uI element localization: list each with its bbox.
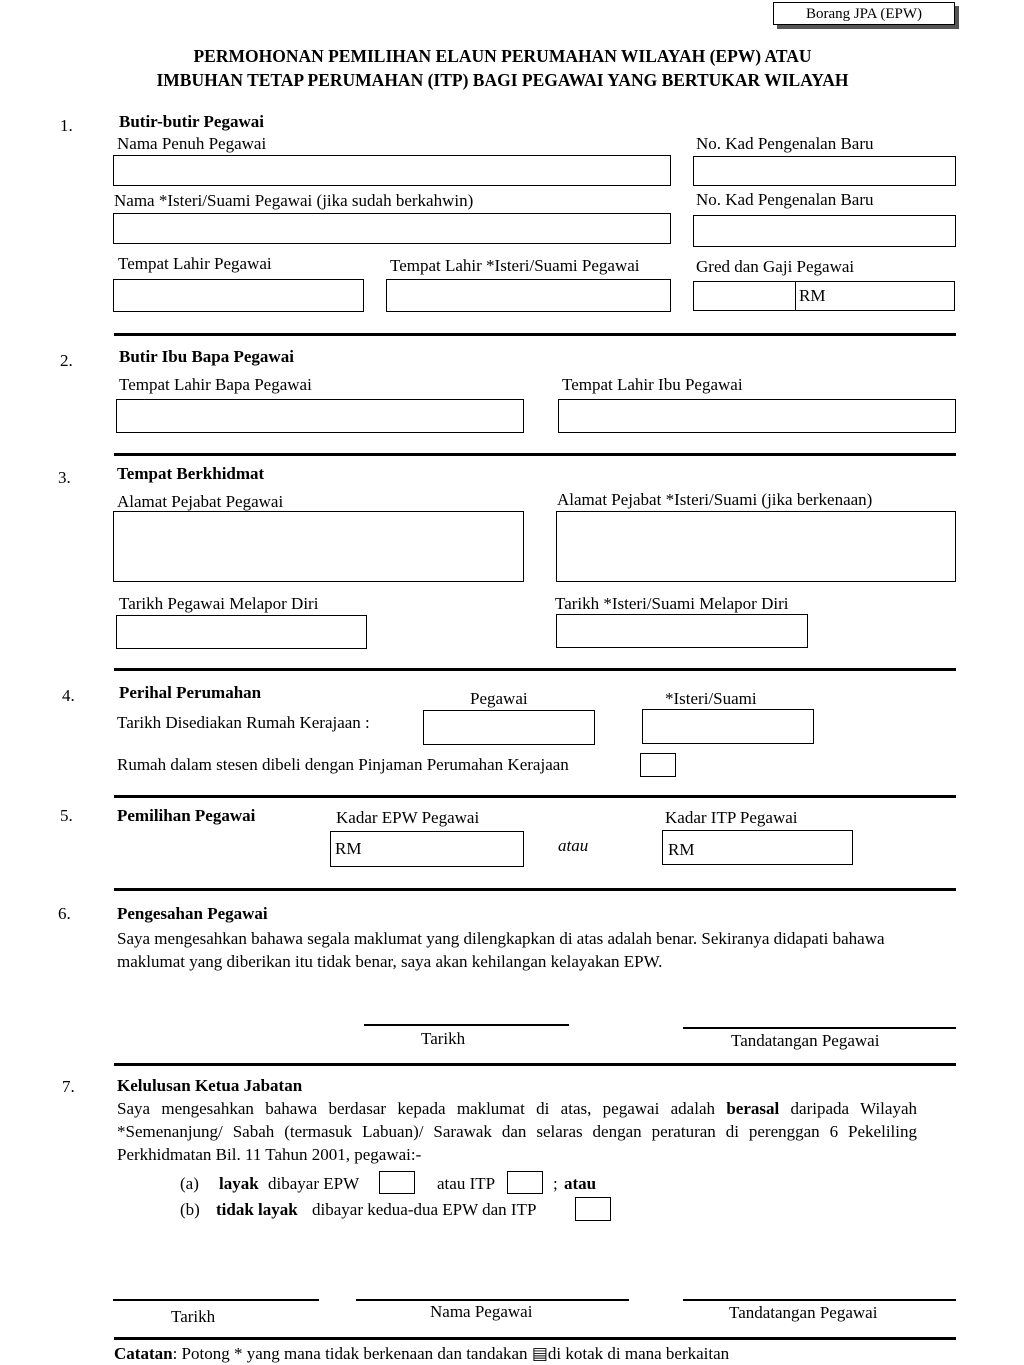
rumah-dibeli-checkbox[interactable] bbox=[640, 753, 676, 777]
tick-box-icon: ▤ bbox=[531, 1344, 548, 1363]
nama-penuh-label: Nama Penuh Pegawai bbox=[117, 134, 267, 153]
ic-baru-label-2: No. Kad Pengenalan Baru bbox=[696, 190, 874, 209]
tempat-lahir-bapa-field[interactable] bbox=[116, 399, 524, 433]
nama-line-7 bbox=[356, 1299, 629, 1301]
rumah-dibeli-label: Rumah dalam stesen dibeli dengan Pinjaman Perumahan Kerajaan bbox=[117, 755, 569, 774]
col-pasangan-label: *Isteri/Suami bbox=[665, 689, 757, 708]
section-4-heading: Perihal Perumahan bbox=[119, 683, 262, 702]
pengesahan-text: Saya mengesahkan bahawa segala maklumat yang dilengkapkan di atas adalah benar. Sekiranya didapati bahawa maklumat yang diberikan itu tidak benar, saya akan kehilangan kelayakan EPW. bbox=[117, 929, 885, 971]
tempat-lahir-bapa-label: Tempat Lahir Bapa Pegawai bbox=[119, 375, 312, 394]
form-code-box bbox=[773, 2, 955, 25]
tempat-lahir-ibu-field[interactable] bbox=[558, 399, 956, 433]
nama-pasangan-label: Nama *Isteri/Suami Pegawai (jika sudah berkahwin) bbox=[114, 191, 474, 210]
tempat-lahir-pasangan-field[interactable] bbox=[386, 279, 671, 312]
tandatangan-line-6 bbox=[683, 1027, 956, 1029]
section-3-heading: Tempat Berkhidmat bbox=[117, 464, 265, 483]
tandatangan-line-7 bbox=[683, 1299, 956, 1301]
col-pegawai-label: Pegawai bbox=[470, 689, 528, 708]
divider-7 bbox=[114, 1337, 956, 1340]
option-a-atau: atau bbox=[564, 1174, 597, 1193]
atau-label: atau bbox=[558, 836, 589, 855]
tempat-lahir-ibu-label: Tempat Lahir Ibu Pegawai bbox=[562, 375, 743, 394]
tarikh-pasangan-lapor-field[interactable] bbox=[556, 614, 808, 648]
section-4-number: 4. bbox=[62, 686, 75, 705]
catatan-text-2: di kotak di mana berkaitan bbox=[547, 1344, 730, 1363]
option-a-semicolon: ; bbox=[553, 1174, 558, 1193]
kadar-itp-field[interactable] bbox=[662, 830, 853, 865]
tandatangan-label-7: Tandatangan Pegawai bbox=[729, 1303, 878, 1322]
ic-baru-field-1[interactable] bbox=[693, 156, 956, 186]
ic-baru-label-1: No. Kad Pengenalan Baru bbox=[696, 134, 874, 153]
gred-gaji-label: Gred dan Gaji Pegawai bbox=[696, 257, 855, 276]
divider-5 bbox=[114, 888, 956, 891]
kadar-itp-rm: RM bbox=[668, 840, 695, 859]
tarikh-rumah-pasangan-field[interactable] bbox=[642, 709, 814, 744]
divider-3 bbox=[114, 668, 956, 671]
kelulusan-text-bold: berasal bbox=[726, 1099, 780, 1118]
alamat-pegawai-label: Alamat Pejabat Pegawai bbox=[117, 492, 284, 511]
form-code: Borang JPA (EPW) bbox=[805, 6, 923, 22]
nama-pasangan-field[interactable] bbox=[113, 213, 671, 244]
kadar-epw-label: Kadar EPW Pegawai bbox=[336, 808, 480, 827]
section-7-number: 7. bbox=[62, 1077, 75, 1096]
kadar-epw-rm: RM bbox=[335, 839, 362, 858]
option-b-bold: tidak layak bbox=[216, 1200, 298, 1219]
tarikh-line-6 bbox=[364, 1024, 569, 1026]
option-a-epw-checkbox[interactable] bbox=[379, 1171, 415, 1194]
divider-6 bbox=[114, 1063, 956, 1066]
tarikh-pasangan-lapor-label: Tarikh *Isteri/Suami Melapor Diri bbox=[555, 594, 789, 613]
section-2-heading: Butir Ibu Bapa Pegawai bbox=[119, 347, 294, 366]
kelulusan-text bbox=[117, 1097, 917, 1166]
gaji-field[interactable] bbox=[795, 281, 955, 311]
kelulusan-text-before: Saya mengesahkan bahawa berdasar kepada maklumat di atas, pegawai adalah bbox=[117, 1099, 727, 1118]
nama-label-7: Nama Pegawai bbox=[430, 1302, 533, 1321]
tempat-lahir-pasangan-label: Tempat Lahir *Isteri/Suami Pegawai bbox=[390, 256, 640, 275]
section-1-number: 1. bbox=[60, 116, 73, 135]
kadar-itp-label: Kadar ITP Pegawai bbox=[665, 808, 798, 827]
alamat-pegawai-field[interactable] bbox=[113, 511, 524, 582]
section-3-number: 3. bbox=[58, 468, 71, 487]
section-5-heading: Pemilihan Pegawai bbox=[117, 806, 256, 825]
option-b-checkbox[interactable] bbox=[575, 1197, 611, 1221]
tempat-lahir-pegawai-label: Tempat Lahir Pegawai bbox=[118, 254, 272, 273]
option-a-atau-itp: atau ITP bbox=[437, 1174, 496, 1193]
tandatangan-label-6: Tandatangan Pegawai bbox=[731, 1031, 880, 1050]
section-5-number: 5. bbox=[60, 806, 73, 825]
divider-2 bbox=[114, 453, 956, 456]
tarikh-rumah-pegawai-field[interactable] bbox=[423, 710, 595, 745]
option-a-text: dibayar EPW bbox=[268, 1174, 360, 1193]
kelulusan-text-after: daripada Wilayah *Semenanjung/ Sabah (termasuk Labuan)/ Sarawak dan selaras dengan peraturan di perenggan 6 Pekeliling Perkhidmatan Bil. 11 Tahun 2001, pegawai:- bbox=[117, 1099, 917, 1164]
kadar-epw-field[interactable] bbox=[330, 831, 524, 867]
tarikh-label-6: Tarikh bbox=[421, 1029, 466, 1048]
section-1-heading: Butir-butir Pegawai bbox=[119, 112, 264, 131]
alamat-pasangan-label: Alamat Pejabat *Isteri/Suami (jika berkenaan) bbox=[557, 490, 873, 509]
catatan-text: : Potong * yang mana tidak berkenaan dan tandakan bbox=[172, 1344, 532, 1363]
option-a-label: (a) bbox=[180, 1174, 199, 1193]
tarikh-line-7 bbox=[113, 1299, 319, 1301]
option-b-label: (b) bbox=[180, 1200, 200, 1219]
title-line-1: PERMOHONAN PEMILIHAN ELAUN PERUMAHAN WILAYAH (EPW) ATAU bbox=[193, 46, 812, 66]
tempat-lahir-pegawai-field[interactable] bbox=[113, 279, 364, 312]
option-a-bold: layak bbox=[219, 1174, 259, 1193]
tarikh-rumah-label: Tarikh Disediakan Rumah Kerajaan : bbox=[117, 713, 370, 732]
section-2-number: 2. bbox=[60, 351, 73, 370]
section-6-number: 6. bbox=[58, 904, 71, 923]
tarikh-pegawai-lapor-label: Tarikh Pegawai Melapor Diri bbox=[119, 594, 319, 613]
option-a-itp-checkbox[interactable] bbox=[507, 1171, 543, 1194]
catatan-note bbox=[114, 1344, 729, 1364]
tarikh-label-7: Tarikh bbox=[171, 1307, 216, 1326]
tarikh-pegawai-lapor-field[interactable] bbox=[116, 615, 367, 649]
catatan-label: Catatan bbox=[114, 1344, 173, 1363]
alamat-pasangan-field[interactable] bbox=[556, 511, 956, 582]
section-7-heading: Kelulusan Ketua Jabatan bbox=[117, 1076, 303, 1095]
gred-field[interactable] bbox=[693, 281, 797, 311]
ic-baru-field-2[interactable] bbox=[693, 215, 956, 247]
nama-penuh-field[interactable] bbox=[113, 155, 671, 186]
option-b-text: dibayar kedua-dua EPW dan ITP bbox=[312, 1200, 537, 1219]
section-6-heading: Pengesahan Pegawai bbox=[117, 904, 268, 923]
title-line-2: IMBUHAN TETAP PERUMAHAN (ITP) BAGI PEGAWAI YANG BERTUKAR WILAYAH bbox=[156, 70, 849, 90]
divider-4 bbox=[114, 795, 956, 798]
divider-1 bbox=[114, 333, 956, 336]
gaji-rm-label: RM bbox=[799, 286, 826, 305]
